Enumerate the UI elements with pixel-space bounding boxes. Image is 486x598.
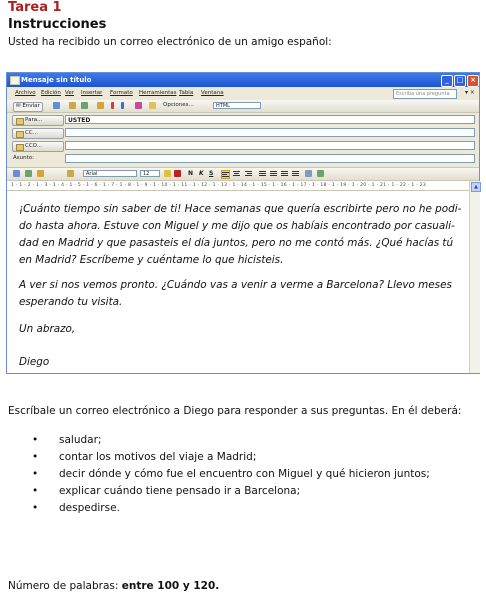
bold-button[interactable]: N [188, 170, 194, 177]
standard-toolbar [7, 100, 479, 113]
address-book-icon [16, 118, 24, 125]
ruler-ticks: 1 · 1 · 2 · 1 · 3 · 1 · 4 · 1 · 5 · 1 · 6 · 1 · 7 · 1 · 8 · 1 · 9 · 1 · 10 · 1 · 11 · 1 · 12 · 1 · 13 · 1 · 14 · 1 · 15 · 1 · 16 · 1 · 17 · 1 · 18 · 1 · 19 · 1 · 20 · 1 · 21 · 1 · 22 · 1 · 23 [11, 183, 427, 188]
menu-insertar[interactable]: Insertar [81, 90, 103, 96]
body-line: do hasta ahora. Estuve con Miguel y me dijo que os habíais encontrado por casuali- [19, 220, 455, 232]
task-item: • contar los motivos del viaje a Madrid; [32, 449, 430, 466]
attach-icon[interactable] [53, 102, 60, 109]
address-book-icon [16, 131, 24, 138]
font-select[interactable]: Arial [83, 170, 137, 177]
style-icon[interactable] [305, 170, 312, 177]
subject-label: Asunto: [13, 155, 34, 161]
menu-edicion[interactable]: Edición [41, 90, 61, 96]
email-window [6, 72, 480, 374]
align-left-icon[interactable] [221, 170, 230, 179]
menu-tabla[interactable]: Tabla [179, 90, 194, 96]
document-close-icon[interactable]: ▾ × [465, 89, 475, 96]
body-line: ¡Cuánto tiempo sin saber de ti! Hace semanas que quería escribirte pero no he podi- [19, 203, 462, 215]
send-button[interactable]: ✉ Enviar [13, 102, 43, 112]
message-body[interactable] [7, 191, 469, 373]
numbering-icon[interactable] [259, 170, 266, 177]
body-line: esperando tu visita. [19, 296, 123, 308]
cc-label: CC... [25, 130, 38, 136]
paste-icon[interactable] [67, 170, 74, 177]
bcc-field[interactable] [65, 141, 475, 150]
window-title: Mensaje sin título [21, 76, 92, 84]
instruction-text: Escríbale un correo electrónico a Diego para responder a sus preguntas. En él deberá: [8, 405, 462, 417]
task-title: Tarea 1 [8, 0, 62, 15]
insert-picture-icon[interactable] [317, 170, 324, 177]
task-list [32, 432, 430, 517]
word-count-label: Número de palabras: [8, 580, 122, 592]
menu-ver[interactable]: Ver [65, 90, 74, 96]
word-count-value: entre 100 y 120. [121, 580, 220, 592]
highlight-icon[interactable] [164, 170, 171, 177]
body-paragraph-2 [19, 277, 467, 311]
check-names-icon[interactable] [81, 102, 88, 109]
menu-herramientas[interactable]: Herramientas [139, 90, 177, 96]
flag-icon[interactable] [135, 102, 142, 109]
vertical-scrollbar[interactable] [469, 181, 480, 373]
to-field[interactable]: USTED [65, 115, 475, 124]
cc-field[interactable] [65, 128, 475, 137]
envelope-icon [10, 76, 20, 85]
insert-file-icon[interactable] [97, 102, 104, 109]
underline-button[interactable]: S [209, 170, 214, 177]
task-item: • explicar cuándo tiene pensado ir a Barcelona; [32, 483, 430, 500]
subject-field[interactable] [65, 154, 475, 163]
options-button[interactable]: Opciones... [163, 102, 194, 108]
align-right-icon[interactable] [245, 170, 252, 177]
address-book-icon[interactable] [69, 102, 76, 109]
italic-button[interactable]: K [199, 170, 204, 177]
bcc-label: CCO... [25, 143, 43, 149]
attach-icon[interactable] [25, 170, 32, 177]
maximize-button[interactable]: □ [454, 75, 466, 87]
menu-archivo[interactable]: Archivo [15, 90, 36, 96]
body-line: en Madrid? Escríbeme y cuéntame lo que hicisteis. [19, 254, 284, 266]
signature-icon[interactable] [37, 170, 44, 177]
formatting-toolbar [7, 167, 479, 181]
to-row [7, 114, 479, 126]
section-heading: Instrucciones [8, 17, 107, 32]
subject-row [7, 153, 479, 165]
to-button[interactable] [12, 115, 64, 126]
bcc-row [7, 140, 479, 152]
bullets-icon[interactable] [270, 170, 277, 177]
body-signature: Diego [19, 356, 50, 368]
body-line: dad en Madrid y que pasasteis el día juntos, pero no me contó más. ¿Qué hacías tú [19, 237, 454, 249]
help-search-input[interactable]: Escriba una pregunta [393, 89, 457, 99]
word-count [8, 580, 219, 592]
body-line: A ver si nos vemos pronto. ¿Cuándo vas a venir a verme a Barcelona? Llevo meses [19, 279, 452, 291]
bcc-button[interactable] [12, 141, 64, 152]
format-select[interactable]: HTML [213, 102, 261, 109]
scroll-up-icon[interactable]: ▲ [471, 182, 481, 192]
cc-button[interactable] [12, 128, 64, 139]
menu-ventana[interactable]: Ventana [201, 90, 224, 96]
menu-bar [7, 88, 479, 99]
task-item: • saludar; [32, 432, 430, 449]
ruler [7, 181, 479, 191]
close-button[interactable]: × [467, 75, 479, 87]
body-paragraph-1 [19, 201, 467, 269]
font-color-icon[interactable] [174, 170, 181, 177]
task-item: • despedirse. [32, 500, 430, 517]
address-book-icon [16, 144, 24, 151]
save-icon[interactable] [13, 170, 20, 177]
task-item: • decir dónde y cómo fue el encuentro con Miguel y qué hicieron juntos; [32, 466, 430, 483]
align-center-icon[interactable] [233, 170, 240, 177]
send-label: Enviar [22, 103, 40, 109]
to-label: Para... [25, 117, 43, 123]
importance-high-icon[interactable] [111, 102, 114, 109]
minimize-button[interactable]: _ [441, 75, 453, 87]
cc-row [7, 127, 479, 139]
body-closing: Un abrazo, [19, 323, 76, 335]
options-icon[interactable] [149, 102, 156, 109]
menu-formato[interactable]: Formato [110, 90, 133, 96]
importance-low-icon[interactable] [121, 102, 124, 109]
decrease-indent-icon[interactable] [281, 170, 288, 177]
intro-text: Usted ha recibido un correo electrónico de un amigo español: [8, 36, 332, 48]
font-size-select[interactable]: 12 [140, 170, 160, 177]
increase-indent-icon[interactable] [292, 170, 299, 177]
window-titlebar [7, 73, 479, 87]
